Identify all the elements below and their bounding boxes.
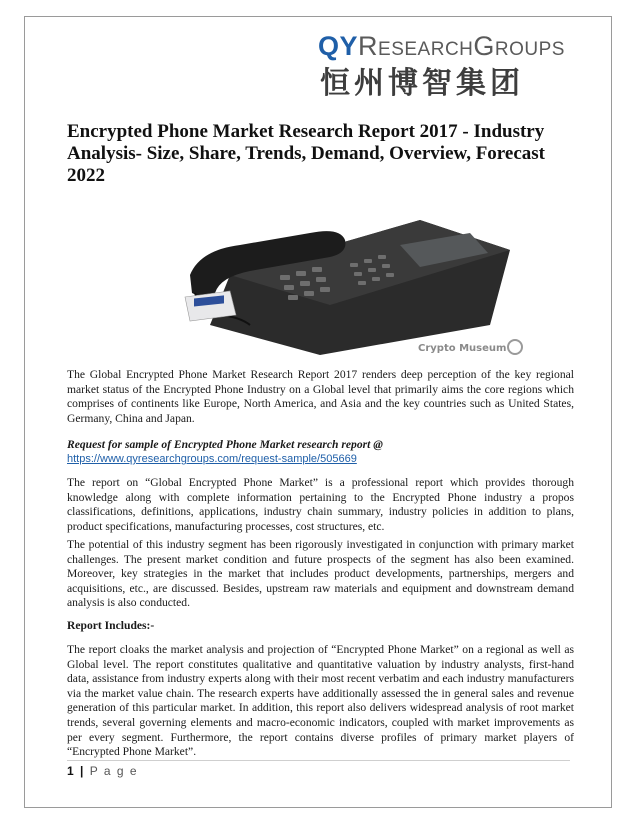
logo-r: R xyxy=(358,31,379,61)
report-description-paragraph: The report on “Global Encrypted Phone Market” is a professional report which provides thorough knowledge along with complete information pertaining to the Encrypted Phone industry a propos classifications, definitions, applications, industry chain summary, industry policies in addition to plans, product specifications, manufacturing processes, cost structures, etc. xyxy=(67,476,574,533)
watermark-text: Crypto Museum xyxy=(418,343,507,354)
report-cloaks-paragraph: The report cloaks the market analysis and projection of “Encrypted Phone Market” on a regional as well as Global level. The report constitutes qualitative and quantitative valuation by industry analysts, first-hand data, assistance from industry experts along with their most recent verbatim and each industry manufacturers via the market value chain. The research experts have additionally assessed the in general sales and revenue generation of this particular market. In addition, this report also delivers widespread analysis of root market trends, several governing elements and macro-economic indicators, coupled with market improvements as per every segment. Furthermore, the report contains diverse profiles of primary market players of “Encrypted Phone Market”. xyxy=(67,643,574,759)
footer-separator: | xyxy=(80,764,85,778)
request-sample-link[interactable]: https://www.qyresearchgroups.com/request-sample/505669 xyxy=(67,453,357,465)
intro-paragraph: The Global Encrypted Phone Market Research Report 2017 renders deep perception of the key regional market status of the Encrypted Phone Industry on a Global level that primarily aims the core regions which comprises of continents like Europe, North America, and Asia and the key countries such as United States, Germany, China and Japan. xyxy=(67,368,574,425)
request-sample-heading: Request for sample of Encrypted Phone Market research report @ xyxy=(67,438,383,451)
logo-esearch: ESEARCH xyxy=(378,39,474,60)
report-includes-heading: Report Includes:- xyxy=(67,619,155,632)
industry-potential-paragraph: The potential of this industry segment has been rigorously investigated in conjunction with primary market challenges. The present market condition and future prospects of the segment has also been examined. Moreover, key strategies in the market that includes product developments, partnerships, mergers and acquisitions, etc., are discussed. Besides, upstream raw materials and equipment and downstream demand analysis is also conducted. xyxy=(67,538,574,610)
document-title: Encrypted Phone Market Research Report 2017 - Industry Analysis- Size, Share, Trends, Demand, Overview, Forecast 2022 xyxy=(67,121,545,186)
footer-divider xyxy=(67,760,570,761)
logo-q: Q xyxy=(318,31,340,61)
encrypted-phone-photo xyxy=(170,205,530,360)
watermark-icon xyxy=(508,340,522,354)
page-number: 1 xyxy=(67,764,76,778)
qyresearchgroups-logo xyxy=(318,30,598,106)
logo-y: Y xyxy=(339,31,359,61)
logo-chinese: 恒州博智集团 xyxy=(320,66,524,101)
page-label: P a g e xyxy=(89,764,139,778)
logo-english xyxy=(318,30,565,66)
page-footer xyxy=(67,764,138,778)
logo-roups: ROUPS xyxy=(494,39,565,60)
logo-g: G xyxy=(473,31,495,61)
